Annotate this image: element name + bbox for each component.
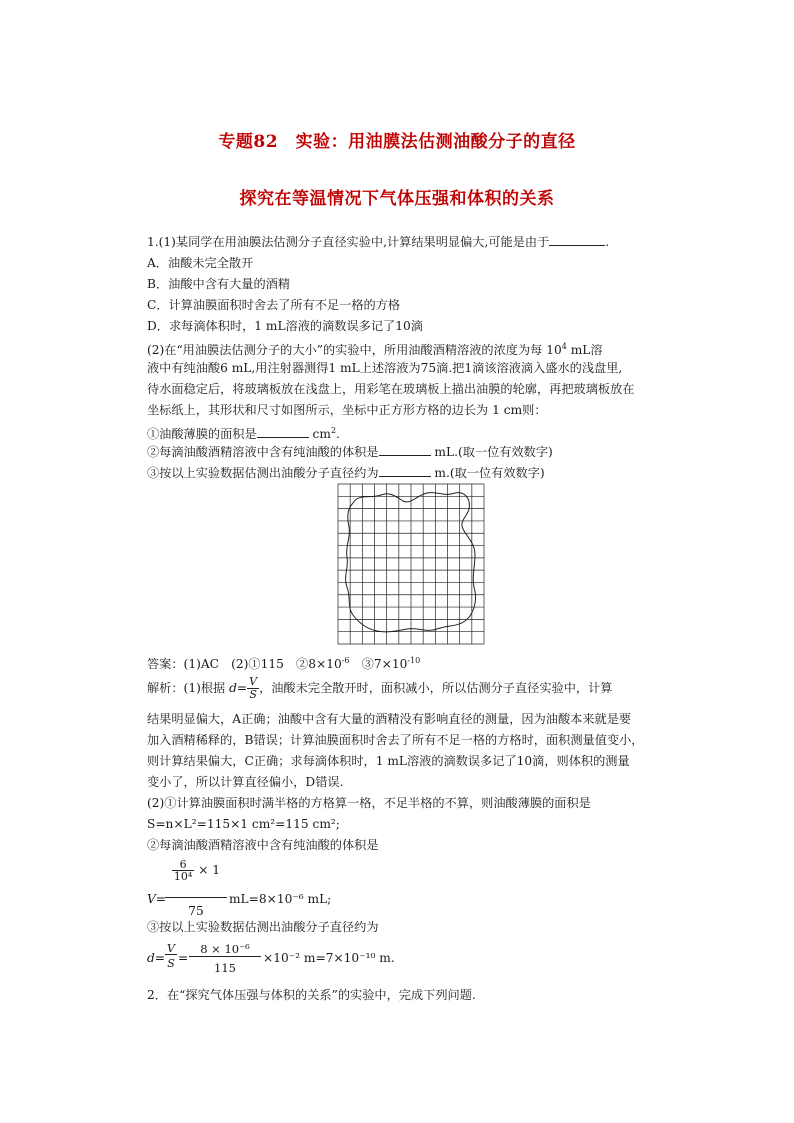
analysis-part2-line5: ③按以上实验数据估测出油酸分子直径约为 [147, 920, 379, 934]
analysis-line3: 加入酒精稀释的，B错误；计算油膜面积时舍去了所有不足一格的方格时，面积测量值变小， [147, 733, 644, 747]
formula-fraction [247, 676, 259, 701]
small-fraction-bottom: 10⁴ [173, 870, 193, 883]
oil-film-grid-figure [337, 483, 485, 645]
answer-blank[interactable] [257, 425, 309, 438]
volume-numerator [165, 859, 227, 882]
diameter-d: d= [147, 951, 166, 965]
diameter-numerator: 8 × 10⁻⁶ [200, 942, 250, 956]
q1-part2-line2: 液中有纯油酸6 mL,用注射器测得1 mL上述溶液为75滴.把1滴该溶液滴入盛水的浅盘里, [147, 361, 623, 375]
diameter-bar2 [189, 956, 261, 957]
q1-part2-line3: 待水面稳定后，将玻璃板放在浅盘上，用彩笔在玻璃板上描出油膜的轮廓，再把玻璃板放在 [147, 382, 635, 396]
answer-blank[interactable] [379, 464, 431, 477]
analysis-line1 [147, 676, 613, 701]
analysis-a1-d: d [229, 681, 237, 695]
answer-mid: ③7×10 [349, 657, 408, 671]
small-fraction-top: 6 [172, 859, 194, 871]
q1-stem-end: . [605, 235, 610, 249]
q1-option-c: C．计算油膜面积时舍去了所有不足一格的方格 [147, 298, 401, 312]
analysis-a1-pre: 解析：(1)根据 [147, 681, 230, 695]
analysis-part2-line2: S=n×L²=115×1 cm²=115 cm²; [147, 817, 340, 831]
diameter-result: ×10⁻² m=7×10⁻¹⁰ m. [263, 951, 395, 965]
answer-exp1: -6 [341, 656, 350, 665]
fraction-denominator: S [249, 688, 257, 701]
q1-sub1-c: . [336, 427, 340, 441]
diameter-s: S [167, 957, 175, 970]
small-fraction [172, 859, 194, 882]
answer-line [147, 652, 420, 673]
analysis-a1-post: ，油酸未完全散开时，面积减小，所以估测分子直径实验中，计算 [259, 681, 613, 695]
analysis-line2: 结果明显偏大，A正确；油酸中含有大量的酒精没有影响直径的测量，因为油酸本来就是要 [147, 712, 632, 726]
volume-v: V= [147, 892, 167, 906]
analysis-part2-line3: ②每滴油酸酒精溶液中含有纯油酸的体积是 [147, 838, 379, 852]
q1-stem [147, 233, 609, 251]
page-subtitle: 探究在等温情况下气体压强和体积的关系 [239, 189, 555, 209]
q1-part2-line1-a: (2)在“用油膜法估测分子的大小”的实验中，所用油酸酒精溶液的浓度为每 10 [147, 343, 562, 357]
analysis-a1-eq: = [236, 681, 248, 695]
q1-sub3 [147, 464, 545, 482]
q1-part2-line1 [147, 338, 603, 359]
q1-sub1-b: cm [308, 427, 331, 441]
answer-label: 答案：(1)AC (2)①115 ②8×10 [147, 657, 342, 671]
q1-sub2 [147, 443, 553, 461]
q1-part2-line4: 坐标纸上，其形状和尺寸如图所示，坐标中正方形方格的边长为 1 cm则： [147, 403, 547, 417]
q1-sub2-b: mL.(取一位有效数字) [430, 445, 553, 459]
q1-option-d: D．求每滴体积时，1 mL溶液的滴数误多记了10滴 [147, 319, 423, 333]
answer-exp2: -10 [407, 656, 421, 665]
volume-result: mL=8×10⁻⁶ mL; [229, 892, 332, 906]
q2-stem: 2．在“探究气体压强与体积的关系”的实验中，完成下列问题. [147, 988, 476, 1002]
diameter-denominator: 115 [214, 961, 236, 975]
q1-option-a: A．油酸未完全散开 [147, 256, 254, 270]
q1-sub3-b: m.(取一位有效数字) [430, 466, 545, 480]
q1-sub1-a: ①油酸薄膜的面积是 [147, 427, 257, 441]
q1-sub1-sup: 2 [330, 426, 337, 435]
answer-blank[interactable] [549, 233, 605, 246]
volume-fraction-bar [165, 897, 227, 898]
analysis-line5: 变小了，所以计算直径偏小，D错误. [147, 775, 344, 789]
page-title: 专题82 实验：用油膜法估测油酸分子的直径 [218, 132, 576, 152]
q1-sub2-a: ②每滴油酸酒精溶液中含有纯油酸的体积是 [147, 445, 379, 459]
q1-stem-text: 1.(1)某同学在用油膜法估测分子直径实验中,计算结果明显偏大,可能是由于 [147, 235, 550, 249]
analysis-line4: 则计算结果偏大，C正确；求每滴体积时，1 mL溶液的滴数误多记了10滴，则体积的测量 [147, 754, 630, 768]
fraction-numerator: V [249, 675, 258, 688]
q1-sub1 [147, 422, 340, 443]
q1-option-b: B．油酸中含有大量的酒精 [147, 277, 291, 291]
analysis-part2-line1: (2)①计算油膜面积时满半格的方格算一格，不足半格的不算，则油酸薄膜的面积是 [147, 796, 591, 810]
volume-times: × 1 [194, 863, 221, 877]
q1-part2-sup: 4 [561, 342, 567, 351]
volume-denominator: 75 [188, 904, 204, 918]
diameter-eq: = [178, 951, 189, 965]
q1-sub3-a: ③按以上实验数据估测出油酸分子直径约为 [147, 466, 379, 480]
diameter-v: V [167, 942, 175, 955]
grid-lines [338, 484, 484, 644]
answer-blank[interactable] [379, 443, 431, 456]
q1-part2-line1-b: mL溶 [566, 343, 603, 357]
oil-film-outline [346, 493, 476, 632]
